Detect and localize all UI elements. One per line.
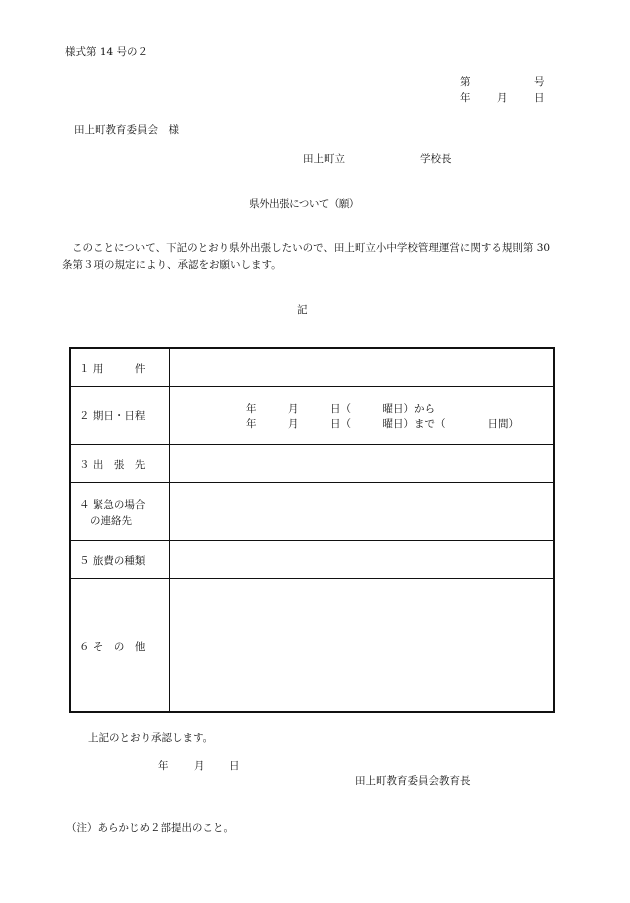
body-paragraph: このことについて、下記のとおり県外出張したいので、田上町立小中学校管理運営に関する規則第 30 条第３項の規定により、承認をお願いします。 — [62, 242, 551, 271]
label-cell — [71, 541, 170, 578]
date-day-label: 日 — [534, 92, 545, 104]
table-row-destination — [71, 445, 553, 483]
row-label-travel-expense: ５ 旅費の種類 — [79, 555, 146, 567]
period-to-line: 年 月 日（ 曜日）まで（ 日間） — [246, 418, 519, 430]
table-row-other — [71, 579, 553, 711]
row-label-emergency-line1: ４ 緊急の場合 — [79, 499, 146, 511]
travel-expense-field[interactable] — [170, 541, 553, 578]
approval-date-day: 日 — [229, 760, 240, 772]
form-number: 様式第 14 号の２ — [65, 46, 149, 58]
approval-date-year: 年 — [158, 760, 169, 772]
row-label-schedule: ２ 期日・日程 — [79, 410, 146, 422]
purpose-field[interactable] — [170, 349, 553, 386]
addressee: 田上町教育委員会 様 — [74, 124, 179, 136]
applicant-title: 学校長 — [420, 153, 452, 165]
date-month-label: 月 — [497, 92, 508, 104]
destination-field[interactable] — [170, 445, 553, 482]
row-label-destination: ３ 出 張 先 — [79, 459, 146, 471]
date-year-label: 年 — [460, 92, 471, 104]
document-title: 県外出張について（願） — [249, 198, 359, 210]
document-number-label: 第 — [460, 76, 471, 88]
table-row-travel-expense — [71, 541, 553, 579]
document-number-suffix: 号 — [534, 76, 545, 88]
ki-heading: 記 — [297, 304, 308, 316]
row-label-emergency-line2: の連絡先 — [90, 515, 132, 527]
table-row-purpose — [71, 349, 553, 387]
period-from-line: 年 月 日（ 曜日）から — [246, 403, 435, 415]
approver-title: 田上町教育委員会教育長 — [355, 775, 471, 787]
label-cell — [71, 349, 170, 386]
schedule-field[interactable] — [170, 387, 553, 444]
table-row-emergency-contact — [71, 483, 553, 541]
row-label-other: ６ そ の 他 — [79, 641, 146, 653]
approval-date-month: 月 — [194, 760, 205, 772]
application-table — [69, 347, 555, 713]
footnote: （注）あらかじめ２部提出のこと。 — [66, 822, 234, 834]
label-cell — [71, 445, 170, 482]
label-cell — [71, 579, 170, 711]
table-row-schedule — [71, 387, 553, 445]
other-field[interactable] — [170, 579, 553, 711]
label-cell — [71, 483, 170, 540]
applicant-school-prefix: 田上町立 — [303, 153, 345, 165]
row-label-purpose: １ 用 件 — [79, 363, 146, 375]
emergency-contact-field[interactable] — [170, 483, 553, 540]
label-cell — [71, 387, 170, 444]
approval-text: 上記のとおり承認します。 — [88, 732, 214, 744]
